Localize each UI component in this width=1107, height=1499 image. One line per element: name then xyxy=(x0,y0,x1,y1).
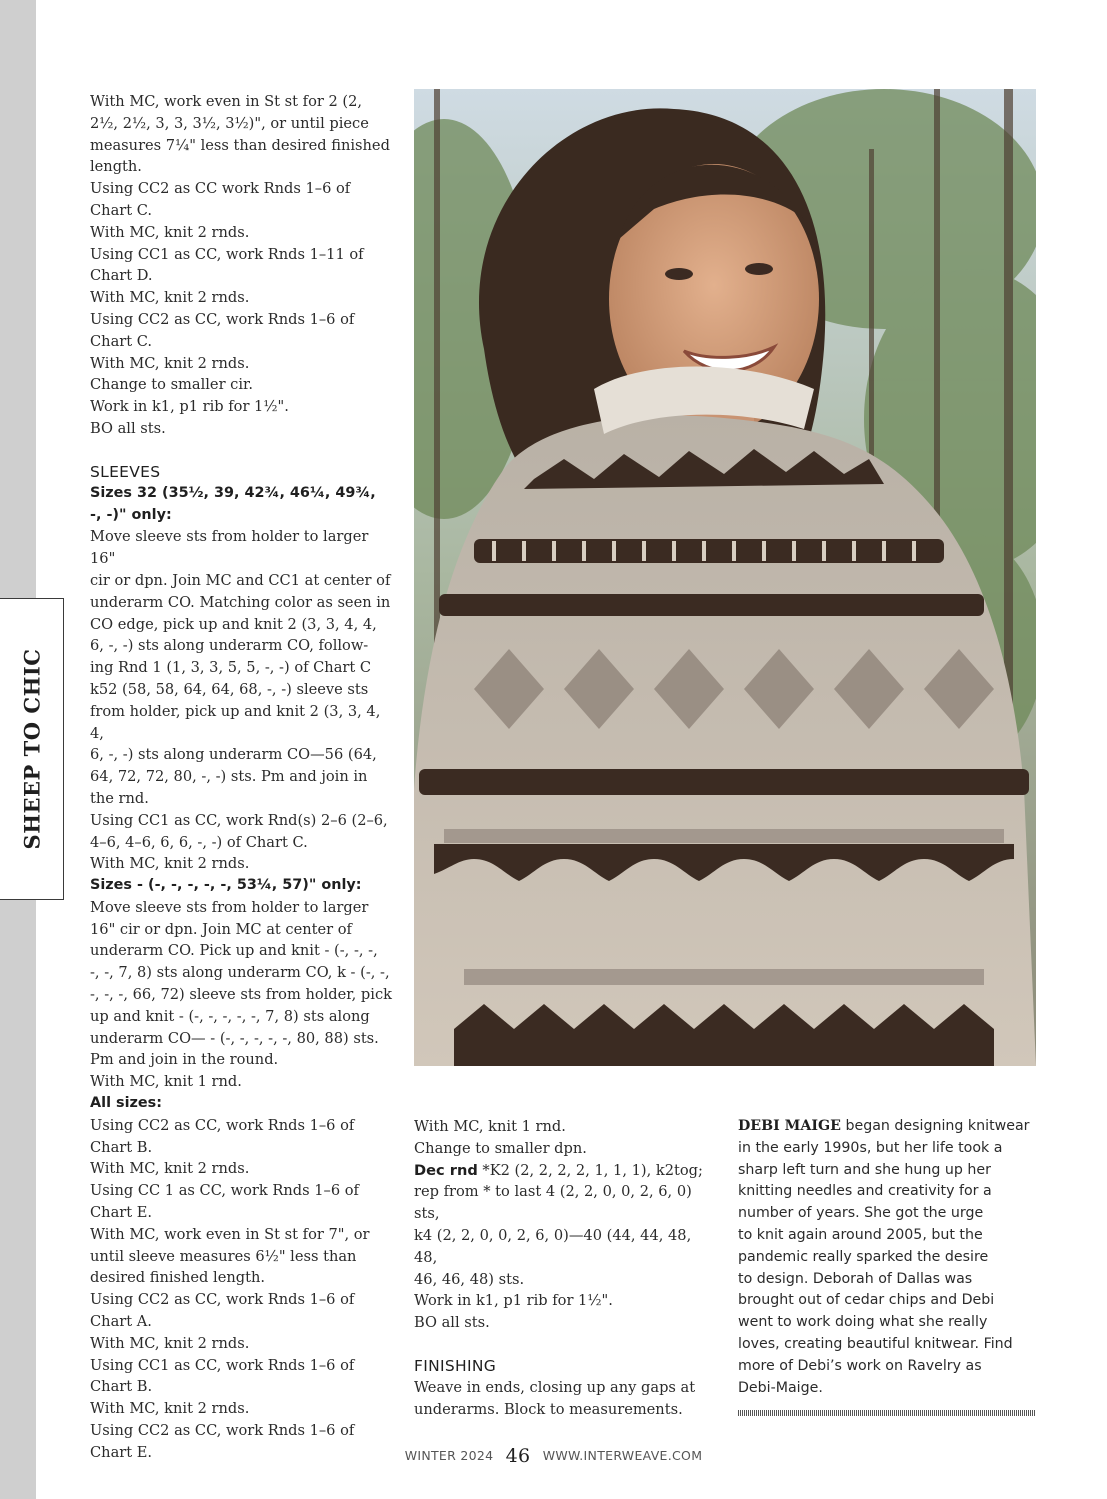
text-line: Using CC1 as CC, work Rnds 1–6 of xyxy=(90,1356,355,1374)
bio-line: loves, creating beautiful knitwear. Find xyxy=(738,1335,1013,1352)
designer-name: DEBI MAIGE xyxy=(738,1118,841,1134)
dec-rnd-first-line xyxy=(414,1160,714,1182)
text-line: ing Rnd 1 (1, 3, 3, 5, 5, -, -) of Chart C xyxy=(90,659,372,677)
text-line: until sleeve measures 6½" less than xyxy=(90,1247,357,1265)
bio-line: more of Debi’s work on Ravelry as xyxy=(738,1357,982,1374)
text-line: With MC, knit 2 rnds. xyxy=(90,1400,250,1418)
text-line: desired finished length. xyxy=(90,1269,265,1287)
text-line: Chart C. xyxy=(90,332,153,350)
text-line: underarms. Block to measurements. xyxy=(414,1400,683,1418)
section-tab xyxy=(0,598,64,900)
dec-rnd-label: Dec rnd xyxy=(414,1161,478,1179)
text-line: With MC, knit 1 rnd. xyxy=(414,1118,566,1135)
text-line: Using CC1 as CC, work Rnds 1–11 of xyxy=(90,245,364,263)
bio-text xyxy=(738,1138,1038,1400)
text-line: Using CC 1 as CC, work Rnds 1–6 of xyxy=(90,1182,359,1200)
text-line: underarm CO— - (-, -, -, -, -, 80, 88) sts. xyxy=(90,1029,379,1047)
bio-line: number of years. She got the urge xyxy=(738,1205,984,1222)
text-line: With MC, work even in St st for 2 (2, xyxy=(90,93,363,110)
intro-instructions xyxy=(90,91,395,440)
text-line: Chart B. xyxy=(90,1378,153,1396)
text-line: Using CC2 as CC work Rnds 1–6 of xyxy=(90,180,351,198)
website: WWW.INTERWEAVE.COM xyxy=(542,1448,703,1463)
designer-bio xyxy=(738,1116,1038,1399)
text-line: Chart E. xyxy=(90,1443,153,1461)
sizes-line: Sizes 32 (35½, 39, 42¾, 46¼, 49¾, xyxy=(90,484,376,501)
text-line: from holder, pick up and knit 2 (3, 3, 4, 4, xyxy=(90,702,381,742)
bio-line: knitting needles and creativity for a xyxy=(738,1183,992,1200)
text-line: underarm CO. Matching color as seen in xyxy=(90,593,391,611)
sleeves-heading: SLEEVES xyxy=(90,462,161,481)
text-line: CO edge, pick up and knit 2 (3, 3, 4, 4, xyxy=(90,615,377,633)
text-line: With MC, work even in St st for 7", or xyxy=(90,1225,370,1243)
text-line: Using CC2 as CC, work Rnds 1–6 of xyxy=(90,310,355,328)
text-line: Chart C. xyxy=(90,201,153,219)
text-line: Chart E. xyxy=(90,1204,153,1222)
text-line: Change to smaller dpn. xyxy=(414,1139,587,1157)
text-line: Chart D. xyxy=(90,267,153,285)
text-line: underarm CO. Pick up and knit - (-, -, -, xyxy=(90,942,378,960)
bio-divider xyxy=(738,1410,1036,1416)
text-line: Pm and join in the round. xyxy=(90,1051,279,1069)
section-tab-label: SHEEP TO CHIC xyxy=(19,648,44,850)
text-line: With MC, knit 2 rnds. xyxy=(90,1334,250,1352)
finishing-instructions xyxy=(414,1377,714,1421)
text-line: k52 (58, 58, 64, 64, 68, -, -) sleeve sts xyxy=(90,680,369,698)
text-line: k4 (2, 2, 0, 0, 2, 6, 0)—40 (44, 44, 48, 48, xyxy=(414,1226,692,1266)
text-line: rep from * to last 4 (2, 2, 0, 0, 2, 6, 0) sts, xyxy=(414,1183,692,1223)
text-line: Change to smaller cir. xyxy=(90,376,254,394)
bio-first-line xyxy=(738,1116,1038,1138)
bio-line: went to work doing what she really xyxy=(738,1314,988,1331)
all-sizes-instructions xyxy=(90,1115,395,1464)
finishing-heading: FINISHING xyxy=(414,1356,497,1375)
bio-first-text: began designing knitwear xyxy=(840,1118,1030,1134)
text-line: up and knit - (-, -, -, -, -, 7, 8) sts along xyxy=(90,1007,370,1025)
bio-line: brought out of cedar chips and Debi xyxy=(738,1292,995,1309)
column-middle xyxy=(414,1116,714,1421)
bio-line: sharp left turn and she hung up her xyxy=(738,1161,991,1178)
issue-label: WINTER 2024 xyxy=(404,1448,494,1463)
text-line: Chart B. xyxy=(90,1138,153,1156)
text-line: the rnd. xyxy=(90,789,149,807)
text-line: Move sleeve sts from holder to larger xyxy=(90,898,369,916)
text-line: Chart A. xyxy=(90,1313,152,1331)
sweater-photo xyxy=(414,89,1036,1066)
text-line: 6, -, -) sts along underarm CO—56 (64, xyxy=(90,746,377,764)
text-line: Work in k1, p1 rib for 1½". xyxy=(414,1292,613,1310)
sizes-a-instructions xyxy=(90,526,395,875)
text-line: 46, 46, 48) sts. xyxy=(414,1270,525,1288)
text-line: 6, -, -) sts along underarm CO, follow- xyxy=(90,637,369,655)
text-line: With MC, knit 2 rnds. xyxy=(90,855,250,873)
text-line: length. xyxy=(90,158,142,176)
text-line: 4–6, 4–6, 6, 6, -, -) of Chart C. xyxy=(90,833,308,851)
sizes-b-label: Sizes - (-, -, -, -, -, 53¼, 57)" only: xyxy=(90,877,362,894)
text-line: With MC, knit 1 rnd. xyxy=(90,1073,242,1091)
text-line: measures 7¼" less than desired finished xyxy=(90,136,390,154)
bio-line: pandemic really sparked the desire xyxy=(738,1248,989,1265)
final-rounds xyxy=(414,1116,714,1160)
sizes-line: -, -)" only: xyxy=(90,506,172,523)
text-line: With MC, knit 2 rnds. xyxy=(90,1160,250,1178)
bio-line: to knit again around 2005, but the xyxy=(738,1226,983,1243)
text-line: Weave in ends, closing up any gaps at xyxy=(414,1378,696,1396)
bio-line: Debi-Maige. xyxy=(738,1379,823,1396)
sizes-b-instructions xyxy=(90,897,395,1093)
sweater-illustration xyxy=(414,89,1036,1066)
dec-rnd-instructions xyxy=(414,1181,714,1334)
text-line: 2½, 2½, 3, 3, 3½, 3½)", or until piece xyxy=(90,114,369,132)
bio-line: in the early 1990s, but her life took a xyxy=(738,1139,1003,1156)
column-left xyxy=(90,91,395,1464)
text-line: With MC, knit 2 rnds. xyxy=(90,223,250,241)
bio-line: to design. Deborah of Dallas was xyxy=(738,1270,973,1287)
text-line: BO all sts. xyxy=(90,419,166,437)
text-line: 16" cir or dpn. Join MC at center of xyxy=(90,920,352,938)
text-line: Using CC2 as CC, work Rnds 1–6 of xyxy=(90,1116,355,1134)
text-line: With MC, knit 2 rnds. xyxy=(90,354,250,372)
text-line: Move sleeve sts from holder to larger 16" xyxy=(90,528,369,568)
page-number: 46 xyxy=(505,1445,531,1467)
sizes-a-label xyxy=(90,483,395,527)
text-line: -, -, -, 66, 72) sleeve sts from holder, pick xyxy=(90,986,392,1004)
page-footer xyxy=(0,1445,1107,1467)
text-line: Using CC1 as CC, work Rnd(s) 2–6 (2–6, xyxy=(90,811,388,829)
text-line: Using CC2 as CC, work Rnds 1–6 of xyxy=(90,1291,355,1309)
text-line: Work in k1, p1 rib for 1½". xyxy=(90,398,289,416)
text-line: Using CC2 as CC, work Rnds 1–6 of xyxy=(90,1422,355,1440)
dec-rnd-text: *K2 (2, 2, 2, 2, 1, 1, 1), k2tog; xyxy=(477,1161,703,1179)
text-line: cir or dpn. Join MC and CC1 at center of xyxy=(90,571,391,589)
text-line: BO all sts. xyxy=(414,1314,490,1332)
text-line: 64, 72, 72, 80, -, -) sts. Pm and join in xyxy=(90,768,368,786)
all-sizes-label: All sizes: xyxy=(90,1095,162,1112)
text-line: With MC, knit 2 rnds. xyxy=(90,289,250,307)
text-line: -, -, 7, 8) sts along underarm CO, k - (-, -, xyxy=(90,964,390,982)
